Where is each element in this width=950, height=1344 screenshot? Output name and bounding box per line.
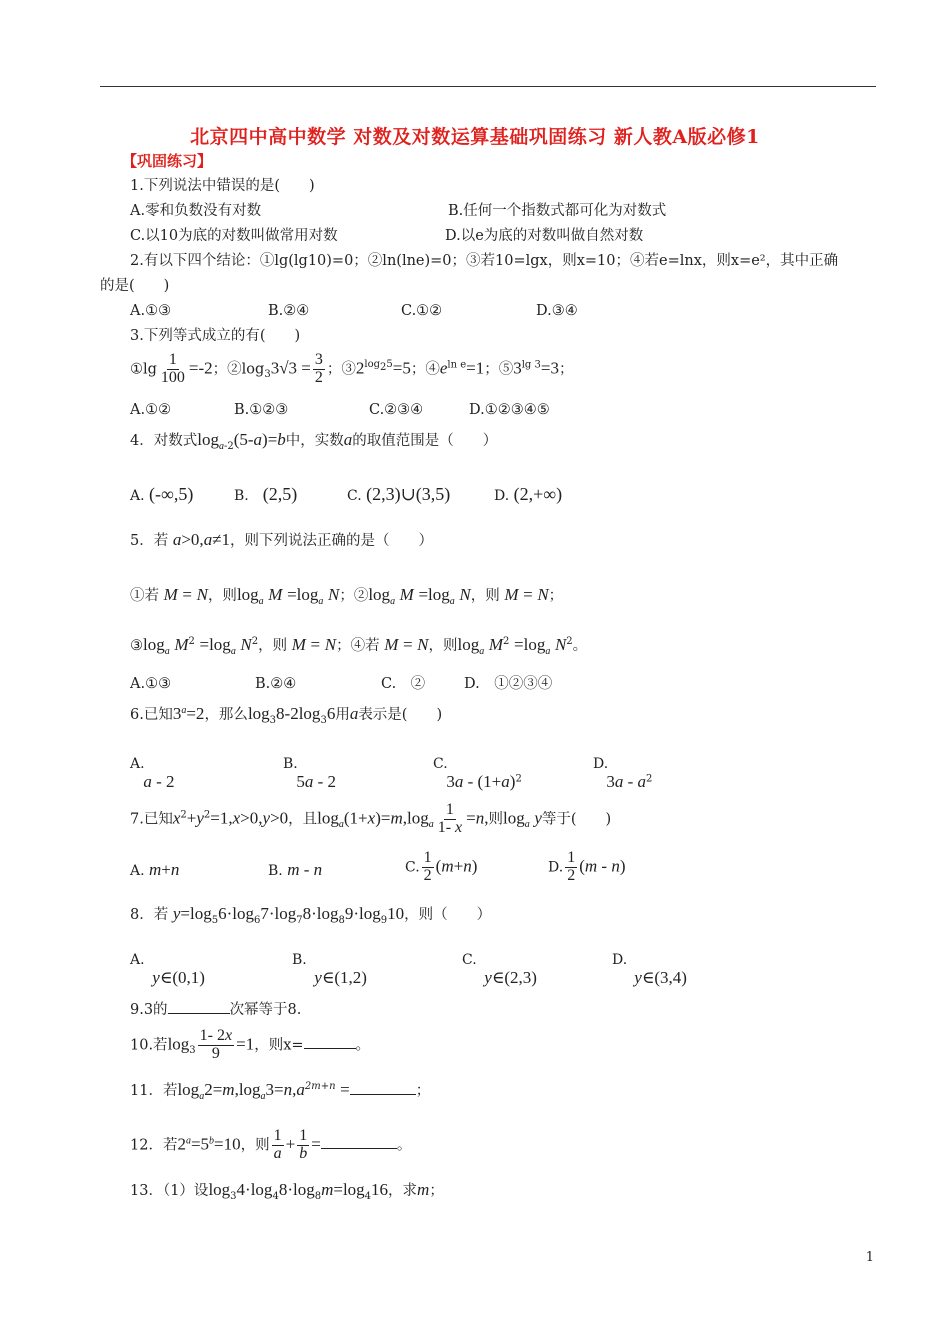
- q7-option-b: B. m - n: [268, 860, 323, 879]
- q5-option-d: D. ①②③④: [464, 676, 553, 692]
- q3-stem: 3.下列等式成立的有( ): [130, 328, 301, 344]
- q8-option-c: C. y∈(2,3): [462, 952, 537, 987]
- q11-blank[interactable]: [350, 1094, 416, 1095]
- q5-option-c: C. ②: [381, 676, 426, 692]
- q3-equations: ①lg $\frac{1}{100}$ =-2；$②\log_33√3$ = $\frac{3}{2}$ ；$③2^{log_25}=5$；$④e^{ln e}=1$；$⑤3^{lg 3}=3$；: [130, 351, 574, 386]
- q7-option-a: A. m+n: [130, 860, 180, 879]
- q5-option-b: B.②④: [255, 676, 297, 692]
- q5-statements-1: ①若 M = N，则$\log_a M =\log_a$ N；$②\log_a$ $M =\log_a$ N，则 M = N；: [130, 585, 564, 607]
- q6-option-a: A. a - 2: [130, 756, 175, 791]
- q12: 12．若$2^a=5^b=10$，则 $\frac{1}{a}$ + $\frac{1}{b}$ = 。: [130, 1127, 412, 1162]
- page-title: 北京四中高中数学 对数及对数运算基础巩固练习 新人教A版必修1: [190, 126, 760, 148]
- q3-option-b: B.①②③: [234, 402, 289, 418]
- q6-option-b: B. 5a - 2: [283, 756, 337, 791]
- q2-option-b: B.②④: [268, 303, 310, 319]
- q8-option-b: B. y∈(1,2): [292, 952, 367, 987]
- q4-option-b: B. (2,5): [234, 484, 298, 504]
- q12-blank[interactable]: [321, 1148, 397, 1149]
- header-rule: [100, 86, 876, 87]
- q2-option-d: D.③④: [536, 303, 578, 319]
- q10: 10.若$\log_3$ $\frac{1- 2x}{9}$ =1，则x= 。: [130, 1027, 371, 1062]
- q10-blank[interactable]: [304, 1048, 356, 1049]
- q6-option-c: C. $3a - (1+a)^2$: [433, 756, 522, 791]
- q5-statements-2: $③\log_a$ $M^2 =\log_a$ $N^2$，则 M = N；④若 M = N，则$\log_a M^2 =\log_a$ $N^2$。: [130, 635, 588, 657]
- q13: 13．（1）设$\log_34\cdot\log_48\cdot\log_8m=\log_416$，求m；: [130, 1180, 444, 1202]
- q6-option-d: D. $3a - a^2$: [593, 756, 653, 791]
- q1-option-d: D.以e为底的对数叫做自然对数: [445, 228, 644, 244]
- q2-stem-cont: 的是( ): [100, 278, 170, 294]
- q3-option-d: D.①②③④⑤: [469, 402, 550, 418]
- q3-option-c: C.②③④: [369, 402, 424, 418]
- q2-option-c: C.①②: [401, 303, 443, 319]
- q4-option-d: D. (2,+∞): [494, 484, 563, 504]
- q1-option-c: C.以10为底的对数叫做常用对数: [130, 228, 338, 244]
- q7-stem: 7.已知$x^2+y^2=1,x>0,y>0$，且$\log_a(1+x)=m,\log_a$ $\frac{1}{1- x}$ =n,则$\log_a y$等于( ): [130, 801, 612, 836]
- q4-stem: 4．对数式$\log_{a-2}(5-a)=b$中，实数a的取值范围是（ ）: [130, 430, 498, 452]
- q9: 9.3的 次幂等于8.: [130, 1002, 302, 1018]
- q5-option-a: A.①③: [130, 676, 172, 692]
- q8-option-a: A. y∈(0,1): [130, 952, 205, 987]
- q4-option-c: C. (2,3)∪(3,5): [347, 484, 451, 504]
- q4-option-a: A. (-∞,5): [130, 484, 194, 504]
- q9-blank[interactable]: [168, 1013, 230, 1014]
- q6-stem: 6.已知$3^a=2$，那么$\log_38-2\log_36$用a表示是( ): [130, 704, 443, 726]
- page-number: 1: [865, 1250, 874, 1265]
- q11: 11．若$\log_a2=m,\log_a3=n,a^{2m+n}$ = ；: [130, 1080, 431, 1102]
- q7-option-c: C. $\frac{1}{2}$ (m+n): [405, 849, 478, 884]
- q5-stem: 5．若 a>0,a≠1，则下列说法正确的是（ ）: [130, 530, 434, 549]
- q8-option-d: D. y∈(3,4): [612, 952, 687, 987]
- q8-stem: 8．若 $y=\log_56\cdot\log_67\cdot\log_78\cdot\log_89\cdot\log_910$，则（ ）: [130, 904, 492, 926]
- q7-option-d: D. $\frac{1}{2}$ (m - n): [548, 849, 626, 884]
- section-heading: 【巩固练习】: [122, 152, 213, 170]
- q1-option-a: A.零和负数没有对数: [130, 203, 262, 219]
- q1-stem: 1.下列说法中错误的是( ): [130, 178, 315, 194]
- q3-option-a: A.①②: [130, 402, 172, 418]
- q2-stem: 2.有以下四个结论：①lg(lg10)=0；②ln(lne)=0；③若10=lgx，则x=10；④若e=lnx，则x=e²，其中正确: [130, 253, 839, 269]
- q2-option-a: A.①③: [130, 303, 172, 319]
- q1-option-b: B.任何一个指数式都可化为对数式: [448, 203, 667, 219]
